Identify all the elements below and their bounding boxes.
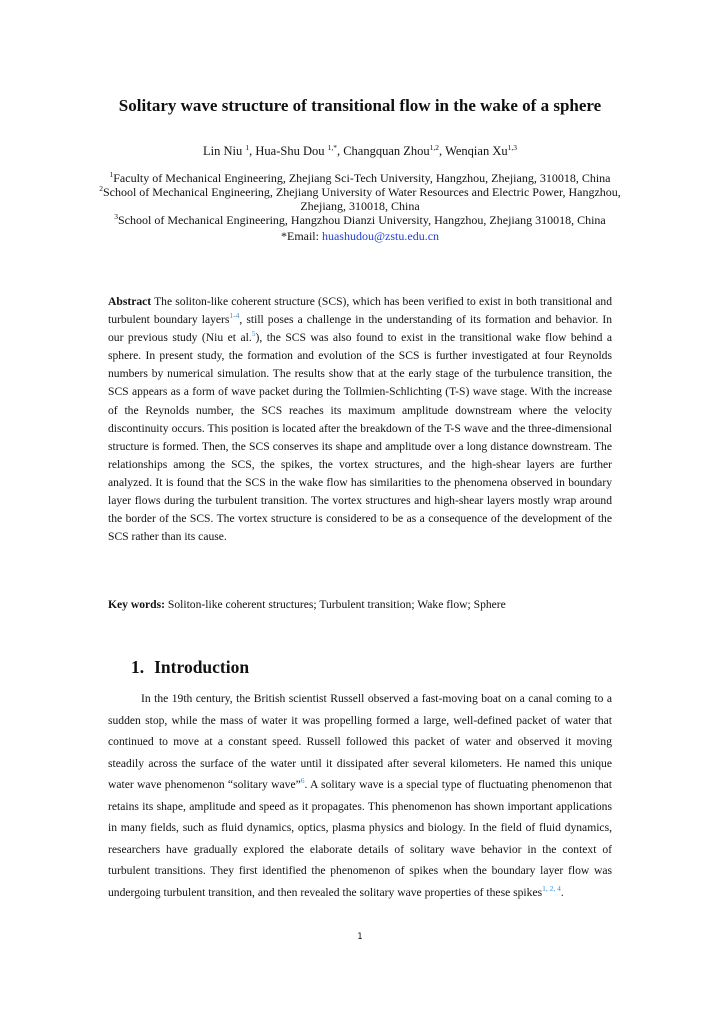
author-affiliation-mark: 1,3: [507, 143, 517, 152]
email-label: *Email:: [280, 228, 322, 243]
keywords-text: Soliton-like coherent structures; Turbulent transition; Wake flow; Sphere: [165, 598, 506, 611]
intro-text: .: [560, 885, 564, 899]
intro-text: In the 19th century, the British scientist Russell observed a fast-moving boat on a canal coming to a sudden stop, while the mass of water it was propelling formed a large, well-defined packet of water that continued to move at a constant speed. Russell followed this packet of water and observed it moving steadily across the surface of the water until it dissipated after several kilometers. He named this unique water wave phenomenon “solitary wave”: [108, 692, 612, 791]
section-number: 1.: [131, 657, 145, 677]
affiliation: [90, 214, 630, 227]
author-affiliation-mark: 1,2: [429, 143, 440, 152]
corresponding-email: [90, 230, 630, 243]
author-list: Lin Niu $^1$, Hua-Shu Dou $^{1,*}$, Changquan Zhou$^{1,2}$, Wenqian Xu$^{1,3}$: [203, 143, 517, 158]
affiliation-text: School of Mechanical Engineering, Hangzhou Dianzi University, Hangzhou, Zhejiang 310018, China: [117, 213, 606, 228]
page-number: 1: [357, 932, 363, 942]
affiliation-mark: 3: [114, 212, 118, 222]
intro-text: . A solitary wave is a special type of fluctuating phenomenon that retains its shape, amplitude and speed as it propagates. This phenomenon has shown important applications in many fields, such as fluid dynamics, optics, plasma physics and biology. In the field of fluid dynamics, researchers have gradually explored the elaborate details of solitary wave behavior in the context of turbulent transitions. They first identified the phenomenon of spikes when the boundary layer flow was undergoing turbulent transition, and then revealed the solitary wave properties of these spikes: [108, 778, 612, 899]
affiliation-text: Faculty of Mechanical Engineering, Zhejiang Sci-Tech University, Hangzhou, Zhejiang, 310018, China: [113, 171, 611, 185]
paper-title: Solitary wave structure of transitional flow in the wake of a sphere: [118, 96, 602, 115]
intro-paragraph: [108, 688, 612, 903]
section-title: Introduction: [154, 657, 250, 677]
abstract: [108, 293, 612, 546]
affiliation-mark: 2: [99, 184, 103, 194]
citation-link[interactable]: 5: [251, 329, 256, 339]
author-affiliation-mark: 1,*: [327, 143, 337, 152]
affiliation: [90, 186, 630, 213]
author-name: Hua-Shu Dou: [255, 144, 325, 158]
citation-link[interactable]: 6: [300, 776, 305, 785]
affiliation-list: [90, 172, 630, 243]
abstract-text: ), the SCS was also found to exist in the transitional wake flow behind a sphere. In present study, the formation and evolution of the SCS is further investigated at four Reynolds numbers by numerical simulation. The results show that at the early stage of the turbulence transition, the SCS appears as a form of wave packet during the Tollmien-Schlichting (T-S) wave stage. With the increase of the Reynolds number, the SCS reaches its maximum amplitude downstream where the velocity discontinuity occurs. This position is located after the breakdown of the T-S wave and the three-dimensional structure is formed. Then, the SCS conserves its shape and amplitude over a long distance downstream. The relationships among the SCS, the spikes, the vortex structures, and the high-shear layers are further analyzed. It is found that the SCS in the wake flow has similarities to the phenomena observed in boundary layer flows during the turbulent transition. The vortex structures and high-shear layers mostly wrap around the border of the SCS. The vortex structure is considered to be as a consequence of the development of the SCS rather than its cause.: [108, 331, 612, 544]
keywords: [108, 596, 612, 614]
abstract-label: Abstract: [108, 295, 152, 308]
author-affiliation-mark: 1: [245, 143, 250, 152]
abstract-text: The soliton-like coherent structure (SCS), which has been verified to exist in both transitional and turbulent boundary layers: [108, 295, 612, 327]
citation-link[interactable]: 1, 2, 4: [542, 883, 561, 893]
section-heading: [131, 655, 249, 679]
citation-link[interactable]: 1-4: [229, 311, 240, 321]
affiliation: [90, 172, 630, 185]
author-name: Changquan Zhou: [343, 144, 430, 158]
abstract-text: , still poses a challenge in the understanding of its formation and behavior. In our previous study (Niu et al.: [108, 313, 613, 345]
author-name: Wenqian Xu: [445, 144, 508, 158]
keywords-label: Key words:: [108, 598, 165, 611]
affiliation-text: School of Mechanical Engineering, Zhejiang University of Water Resources and Electric Power, Hangzhou, Zhejiang, 310018, China: [102, 185, 621, 213]
affiliation-mark: 1: [109, 170, 114, 179]
email-link[interactable]: huashudou@zstu.edu.cn: [321, 228, 440, 243]
author-name: Lin Niu: [203, 144, 243, 158]
